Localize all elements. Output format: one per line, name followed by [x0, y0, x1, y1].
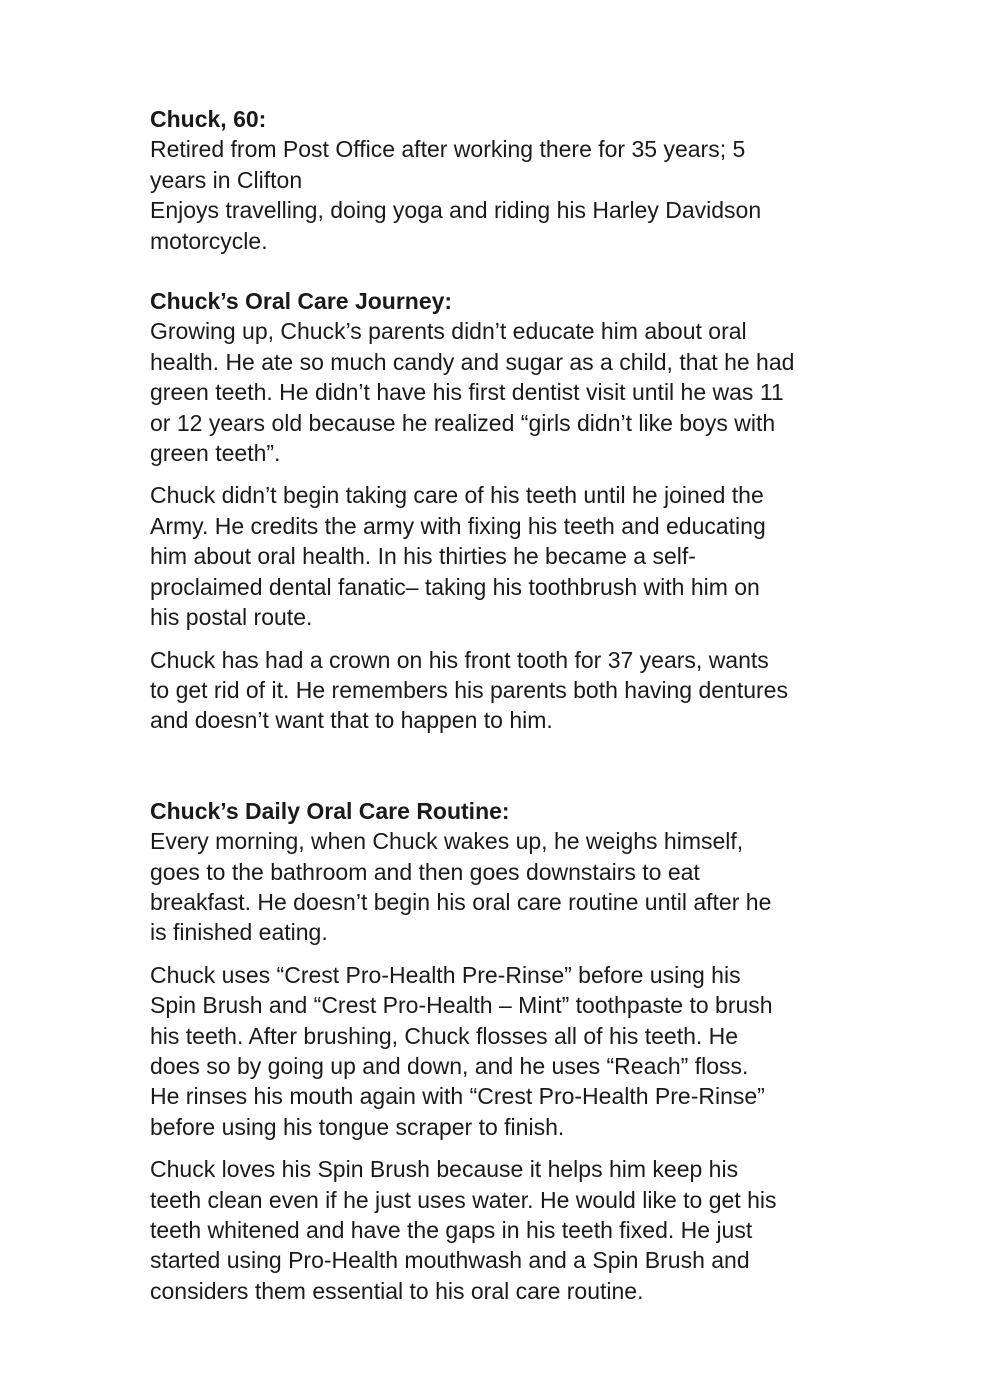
paragraph-line: breakfast. He doesn’t begin his oral care routine until after he [150, 888, 772, 915]
paragraph-line: is finished eating. [150, 919, 328, 946]
paragraph-line: his postal route. [150, 604, 313, 631]
paragraph-line: Chuck didn’t begin taking care of his teeth until he joined the [150, 482, 764, 509]
paragraph-line: green teeth”. [150, 440, 281, 467]
paragraph-line: his teeth. After brushing, Chuck flosses all of his teeth. He [150, 1022, 739, 1049]
routine-paragraph [150, 826, 870, 948]
paragraph-line: him about oral health. In his thirties he became a self- [150, 543, 696, 570]
routine-heading: Chuck’s Daily Oral Care Routine: [150, 797, 510, 824]
paragraph-line: started using Pro-Health mouthwash and a Spin Brush and [150, 1247, 750, 1274]
profile-line: motorcycle. [150, 227, 268, 254]
paragraph-line: teeth clean even if he just uses water. He would like to get his [150, 1186, 777, 1213]
paragraph-line: to get rid of it. He remembers his parents both having dentures [150, 676, 788, 703]
paragraph-line: Chuck has had a crown on his front tooth for 37 years, wants [150, 646, 769, 673]
document-body [150, 104, 870, 1306]
paragraph-line: or 12 years old because he realized “girls didn’t like boys with [150, 409, 776, 436]
section-spacer [150, 256, 870, 286]
journey-paragraph [150, 645, 870, 736]
paragraph-line: Spin Brush and “Crest Pro-Health – Mint” toothpaste to brush [150, 992, 773, 1019]
paragraph-line: Army. He credits the army with fixing his teeth and educating [150, 512, 766, 539]
paragraph-line: Chuck loves his Spin Brush because it helps him keep his [150, 1156, 739, 1183]
routine-paragraph [150, 960, 870, 1142]
routine-section [150, 796, 870, 1307]
paragraph-spacer [150, 1142, 870, 1154]
profile-section [150, 104, 870, 256]
routine-paragraph [150, 1154, 870, 1306]
profile-heading: Chuck, 60: [150, 106, 267, 132]
journey-paragraph [150, 480, 870, 632]
paragraph-line: He rinses his mouth again with “Crest Pro-Health Pre-Rinse” [150, 1083, 765, 1110]
journey-heading: Chuck’s Oral Care Journey: [150, 288, 453, 315]
journey-paragraph [150, 316, 870, 468]
paragraph-line: before using his tongue scraper to finish. [150, 1113, 565, 1140]
profile-line: years in Clifton [150, 166, 303, 193]
journey-section [150, 286, 870, 736]
paragraph-line: green teeth. He didn’t have his first dentist visit until he was 11 [150, 379, 784, 406]
paragraph-line: teeth whitened and have the gaps in his teeth fixed. He just [150, 1217, 753, 1243]
section-spacer [150, 736, 870, 796]
paragraph-spacer [150, 948, 870, 960]
paragraph-line: and doesn’t want that to happen to him. [150, 707, 553, 734]
profile-line: Retired from Post Office after working there for 35 years; 5 [150, 136, 746, 163]
paragraph-line: Chuck uses “Crest Pro-Health Pre-Rinse” before using his [150, 961, 741, 988]
profile-line: Enjoys travelling, doing yoga and riding his Harley Davidson [150, 197, 762, 224]
paragraph-line: health. He ate so much candy and sugar as a child, that he had [150, 348, 795, 375]
paragraph-line: proclaimed dental fanatic– taking his toothbrush with him on [150, 573, 760, 600]
paragraph-line: Every morning, when Chuck wakes up, he weighs himself, [150, 828, 744, 855]
paragraph-spacer [150, 468, 870, 480]
paragraph-line: Growing up, Chuck’s parents didn’t educate him about oral [150, 318, 747, 345]
paragraph-line: does so by going up and down, and he uses “Reach” floss. [150, 1052, 749, 1079]
paragraph-line: considers them essential to his oral care routine. [150, 1277, 644, 1304]
paragraph-spacer [150, 633, 870, 645]
paragraph-line: goes to the bathroom and then goes downstairs to eat [150, 858, 700, 885]
